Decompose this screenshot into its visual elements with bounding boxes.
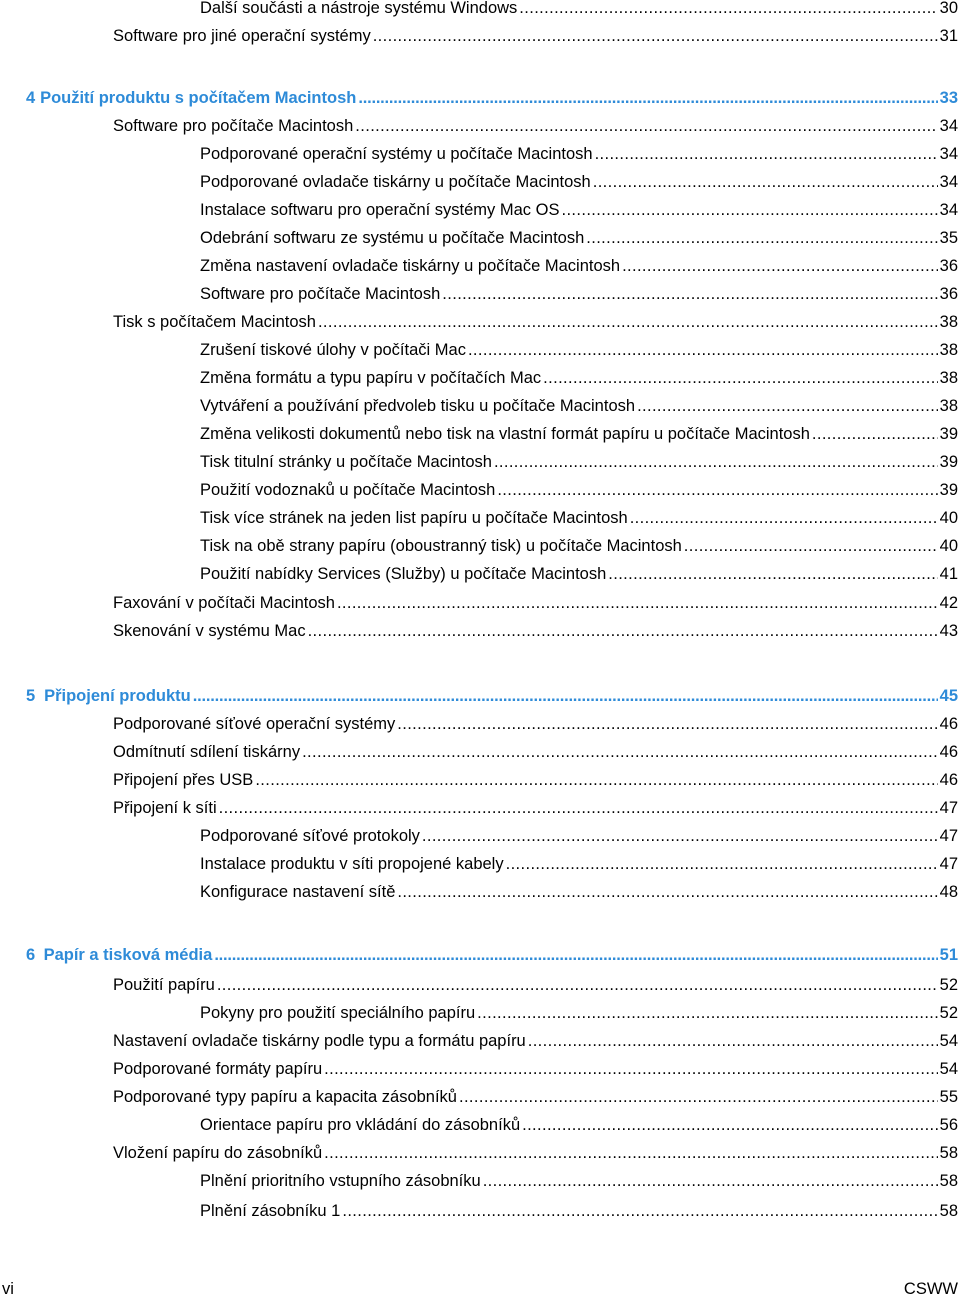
toc-chapter-entry[interactable]	[26, 943, 958, 967]
toc-entry-title: Tisk s počítačem Macintosh	[113, 313, 316, 331]
toc-entry[interactable]	[113, 1085, 958, 1109]
toc-entry-title: Podporované typy papíru a kapacita zásobníků	[113, 1088, 457, 1106]
toc-entry-title: Změna velikosti dokumentů nebo tisk na vlastní formát papíru u počítače Macintosh	[200, 425, 810, 443]
dot-leader	[494, 450, 938, 474]
toc-entry-page: 39	[939, 425, 958, 443]
toc-entry-title: Připojení k síti	[113, 799, 217, 817]
toc-entry[interactable]	[113, 591, 958, 615]
dot-leader	[468, 338, 938, 362]
toc-entry-page: 40	[939, 537, 958, 555]
toc-entry[interactable]	[200, 254, 958, 278]
toc-entry-page: 54	[939, 1060, 958, 1078]
toc-entry-page: 34	[939, 173, 958, 191]
toc-entry-title: Tisk na obě strany papíru (oboustranný tisk) u počítače Macintosh	[200, 537, 682, 555]
toc-entry-page: 38	[939, 369, 958, 387]
toc-entry-title: Software pro počítače Macintosh	[113, 117, 354, 135]
toc-entry-page: 36	[939, 285, 958, 303]
dot-leader	[561, 198, 937, 222]
toc-entry[interactable]	[200, 338, 958, 362]
dot-leader	[586, 226, 937, 250]
toc-entry-page: 31	[939, 27, 958, 45]
toc-entry-page: 34	[939, 117, 958, 135]
toc-entry-title: Podporované formáty papíru	[113, 1060, 323, 1078]
footer-code: CSWW	[903, 1280, 958, 1298]
toc-entry-page: 54	[939, 1032, 958, 1050]
toc-entry-page: 34	[939, 145, 958, 163]
toc-entry-page: 47	[939, 827, 958, 845]
toc-entry-title: Faxování v počítači Macintosh	[113, 594, 335, 612]
toc-entry[interactable]	[200, 394, 958, 418]
dot-leader	[593, 170, 938, 194]
toc-entry[interactable]	[200, 880, 958, 904]
toc-entry[interactable]	[113, 114, 958, 138]
chapter-number: 5	[26, 687, 36, 705]
dot-leader	[217, 973, 938, 997]
dot-leader	[342, 1199, 937, 1223]
toc-entry-title: Konfigurace nastavení sítě	[200, 883, 396, 901]
toc-entry-title: Odmítnutí sdílení tiskárny	[113, 743, 301, 761]
dot-leader	[318, 310, 938, 334]
dot-leader	[358, 86, 937, 110]
toc-entry-page: 38	[939, 313, 958, 331]
toc-entry-page: 46	[939, 715, 958, 733]
toc-entry[interactable]	[200, 0, 958, 20]
toc-entry-title: Použití vodoznaků u počítače Macintosh	[200, 481, 496, 499]
dot-leader	[355, 114, 937, 138]
toc-entry-page: 33	[939, 89, 958, 107]
toc-entry-page: 52	[939, 976, 958, 994]
toc-entry-title: Vytváření a používání předvoleb tisku u počítače Macintosh	[200, 397, 636, 415]
toc-entry-title: Orientace papíru pro vkládání do zásobníků	[200, 1116, 521, 1134]
dot-leader	[522, 1113, 938, 1137]
dot-leader	[337, 591, 938, 615]
toc-entry[interactable]	[200, 422, 958, 446]
toc-entry-title: Změna formátu a typu papíru v počítačích Mac	[200, 369, 542, 387]
toc-entry[interactable]	[113, 1057, 958, 1081]
toc-entry-page: 39	[939, 481, 958, 499]
dot-leader	[543, 366, 937, 390]
dot-leader	[397, 712, 937, 736]
toc-entry-page: 58	[939, 1144, 958, 1162]
toc-entry-title: Skenování v systému Mac	[113, 622, 306, 640]
toc-entry-page: 34	[939, 201, 958, 219]
toc-chapter-entry[interactable]	[26, 684, 958, 708]
toc-entry-title: Tisk titulní stránky u počítače Macintosh	[200, 453, 492, 471]
dot-leader	[219, 796, 938, 820]
toc-entry[interactable]	[200, 1169, 958, 1193]
toc-entry-title: Změna nastavení ovladače tiskárny u počítače Macintosh	[200, 257, 621, 275]
toc-entry[interactable]	[200, 170, 958, 194]
dot-leader	[812, 422, 938, 446]
toc-entry[interactable]	[200, 824, 958, 848]
toc-entry-page: 56	[939, 1116, 958, 1134]
dot-leader	[608, 562, 937, 586]
toc-entry-page: 52	[939, 1004, 958, 1022]
toc-entry-title: Použití papíru	[113, 976, 215, 994]
toc-entry[interactable]	[113, 768, 958, 792]
toc-entry[interactable]	[200, 562, 958, 586]
toc-entry-title: Další součásti a nástroje systému Windows	[200, 0, 518, 17]
toc-entry[interactable]	[200, 534, 958, 558]
toc-entry-page: 38	[939, 341, 958, 359]
dot-leader	[193, 684, 938, 708]
toc-entry-page: 58	[939, 1202, 958, 1220]
toc-entry-title: Připojení přes USB	[113, 771, 254, 789]
toc-entry[interactable]	[113, 24, 958, 48]
toc-entry[interactable]	[200, 282, 958, 306]
toc-entry-title: Použití produktu s počítačem Macintosh	[40, 89, 357, 107]
chapter-number: 4	[26, 89, 36, 107]
dot-leader	[506, 852, 938, 876]
toc-entry-page: 45	[939, 687, 958, 705]
toc-entry-page: 58	[939, 1172, 958, 1190]
toc-entry[interactable]	[200, 450, 958, 474]
dot-leader	[324, 1141, 937, 1165]
toc-entry-title: Podporované síťové protokoly	[200, 827, 420, 845]
toc-entry-title: Instalace softwaru pro operační systémy Mac OS	[200, 201, 560, 219]
toc-entry-title: Připojení produktu	[44, 687, 191, 705]
footer-page-number: vi	[2, 1280, 14, 1298]
toc-entry-page: 47	[939, 855, 958, 873]
toc-entry-page: 51	[939, 946, 958, 964]
toc-entry-page: 30	[939, 0, 958, 17]
toc-entry-page: 43	[939, 622, 958, 640]
toc-entry-title: Podporované operační systémy u počítače Macintosh	[200, 145, 593, 163]
toc-entry[interactable]	[200, 226, 958, 250]
toc-entry-title: Software pro počítače Macintosh	[200, 285, 441, 303]
dot-leader	[528, 1029, 938, 1053]
toc-entry[interactable]	[200, 198, 958, 222]
dot-leader	[459, 1085, 938, 1109]
dot-leader	[684, 534, 938, 558]
toc-entry-title: Software pro jiné operační systémy	[113, 27, 371, 45]
toc-entry-page: 46	[939, 743, 958, 761]
dot-leader	[630, 506, 938, 530]
toc-chapter-entry[interactable]	[26, 86, 958, 110]
dot-leader	[483, 1169, 938, 1193]
toc-entry-title: Podporované síťové operační systémy	[113, 715, 396, 733]
toc-entry-title: Plnění zásobníku 1	[200, 1202, 341, 1220]
dot-leader	[373, 24, 938, 48]
toc-entry-title: Vložení papíru do zásobníků	[113, 1144, 323, 1162]
toc-entry-title: Zrušení tiskové úlohy v počítači Mac	[200, 341, 466, 359]
toc-entry[interactable]	[200, 1199, 958, 1223]
toc-entry-page: 47	[939, 799, 958, 817]
toc-entry-title: Papír a tisková média	[43, 946, 213, 964]
toc-entry[interactable]	[200, 366, 958, 390]
toc-entry[interactable]	[200, 852, 958, 876]
toc-entry-title: Použití nabídky Services (Služby) u počítače Macintosh	[200, 565, 607, 583]
toc-entry-page: 39	[939, 453, 958, 471]
dot-leader	[302, 740, 938, 764]
dot-leader	[255, 768, 937, 792]
dot-leader	[622, 254, 938, 278]
toc-entry[interactable]	[200, 1113, 958, 1137]
toc-entry[interactable]	[113, 310, 958, 334]
toc-entry[interactable]	[113, 796, 958, 820]
dot-leader	[324, 1057, 938, 1081]
toc-entry-title: Podporované ovladače tiskárny u počítače Macintosh	[200, 173, 591, 191]
dot-leader	[397, 880, 937, 904]
dot-leader	[422, 824, 938, 848]
toc-entry-title: Pokyny pro použití speciálního papíru	[200, 1004, 476, 1022]
dot-leader	[214, 943, 937, 967]
toc-entry-page: 38	[939, 397, 958, 415]
toc-entry-title: Instalace produktu v síti propojené kabely	[200, 855, 504, 873]
toc-entry-page: 55	[939, 1088, 958, 1106]
toc-entry[interactable]	[200, 1001, 958, 1025]
toc-entry-page: 35	[939, 229, 958, 247]
dot-leader	[519, 0, 937, 20]
toc-entry[interactable]	[113, 1141, 958, 1165]
chapter-number: 6	[26, 946, 36, 964]
dot-leader	[308, 619, 938, 643]
toc-entry[interactable]	[113, 740, 958, 764]
toc-entry-page: 48	[939, 883, 958, 901]
toc-entry[interactable]	[200, 142, 958, 166]
toc-entry-page: 42	[939, 594, 958, 612]
toc-entry[interactable]	[113, 973, 958, 997]
dot-leader	[595, 142, 938, 166]
dot-leader	[497, 478, 937, 502]
toc-entry-page: 40	[939, 509, 958, 527]
toc-entry-page: 41	[939, 565, 958, 583]
toc-entry[interactable]	[113, 712, 958, 736]
toc-entry-title: Odebrání softwaru ze systému u počítače Macintosh	[200, 229, 585, 247]
toc-entry-page: 46	[939, 771, 958, 789]
dot-leader	[442, 282, 937, 306]
toc-entry-title: Tisk více stránek na jeden list papíru u počítače Macintosh	[200, 509, 628, 527]
dot-leader	[637, 394, 938, 418]
toc-entry-page: 36	[939, 257, 958, 275]
toc-entry[interactable]	[200, 478, 958, 502]
toc-entry-title: Nastavení ovladače tiskárny podle typu a formátu papíru	[113, 1032, 526, 1050]
toc-entry[interactable]	[113, 619, 958, 643]
toc-entry[interactable]	[113, 1029, 958, 1053]
toc-entry[interactable]	[200, 506, 958, 530]
toc-entry-title: Plnění prioritního vstupního zásobníku	[200, 1172, 481, 1190]
dot-leader	[477, 1001, 937, 1025]
